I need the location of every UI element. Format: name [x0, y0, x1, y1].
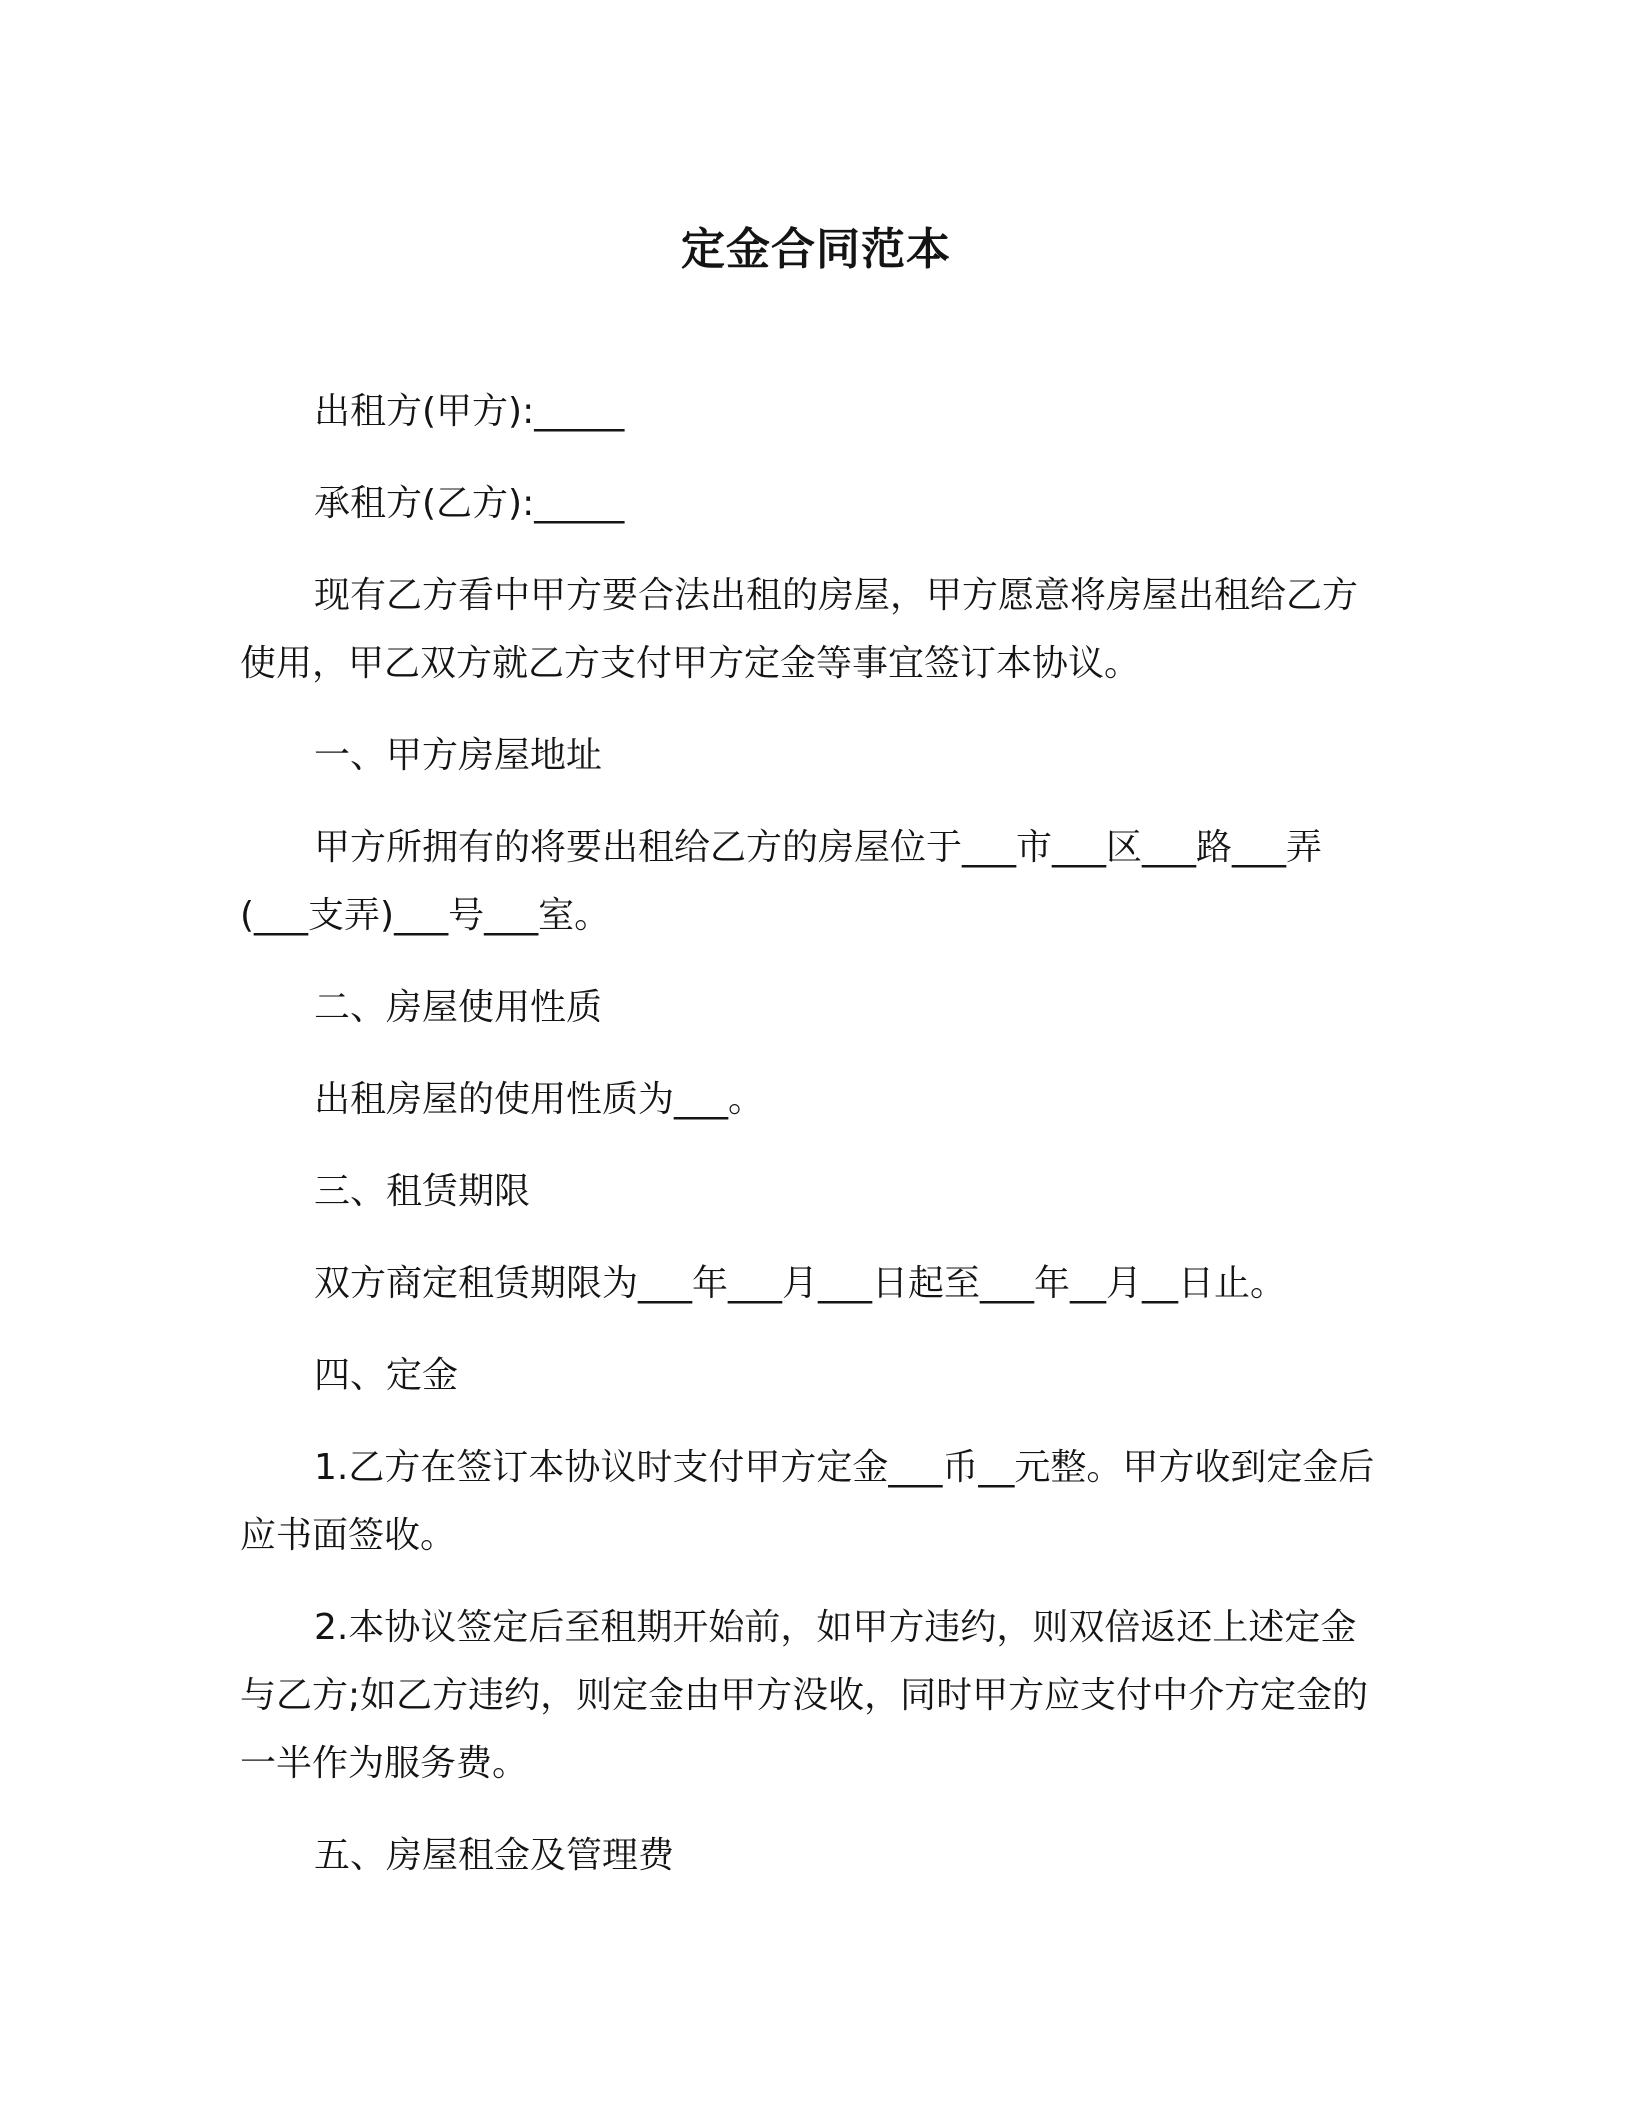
deposit-clause-1: 1.乙方在签订本协议时支付甲方定金___币__元整。甲方收到定金后应书面签收。	[240, 1447, 1375, 1556]
section-2-heading: 二、房屋使用性质	[314, 987, 603, 1028]
lessor-line: 出租方(甲方):_____	[314, 391, 625, 432]
term-paragraph: 双方商定租赁期限为___年___月___日起至___年__月__日止。	[314, 1263, 1287, 1304]
deposit-clause-2: 2.本协议签定后至租期开始前，如甲方违约，则双倍返还上述定金与乙方;如乙方违约，则定金由甲方没收，同时甲方应支付中介方定金的一半作为服务费。	[240, 1607, 1369, 1784]
usage-paragraph: 出租房屋的使用性质为___。	[314, 1079, 765, 1120]
lessee-line: 承租方(乙方):_____	[314, 483, 625, 524]
address-paragraph: 甲方所拥有的将要出租给乙方的房屋位于___市___区___路___弄(___支弄)___号___室。	[240, 827, 1323, 936]
section-5-heading: 五、房屋租金及管理费	[314, 1835, 675, 1876]
intro-paragraph: 现有乙方看中甲方要合法出租的房屋，甲方愿意将房屋出租给乙方使用，甲乙双方就乙方支付甲方定金等事宜签订本协议。	[240, 575, 1359, 684]
section-1-heading: 一、甲方房屋地址	[314, 735, 603, 776]
document-title: 定金合同范本	[681, 224, 951, 275]
section-3-heading: 三、租赁期限	[314, 1171, 531, 1212]
section-4-heading: 四、定金	[314, 1355, 459, 1396]
